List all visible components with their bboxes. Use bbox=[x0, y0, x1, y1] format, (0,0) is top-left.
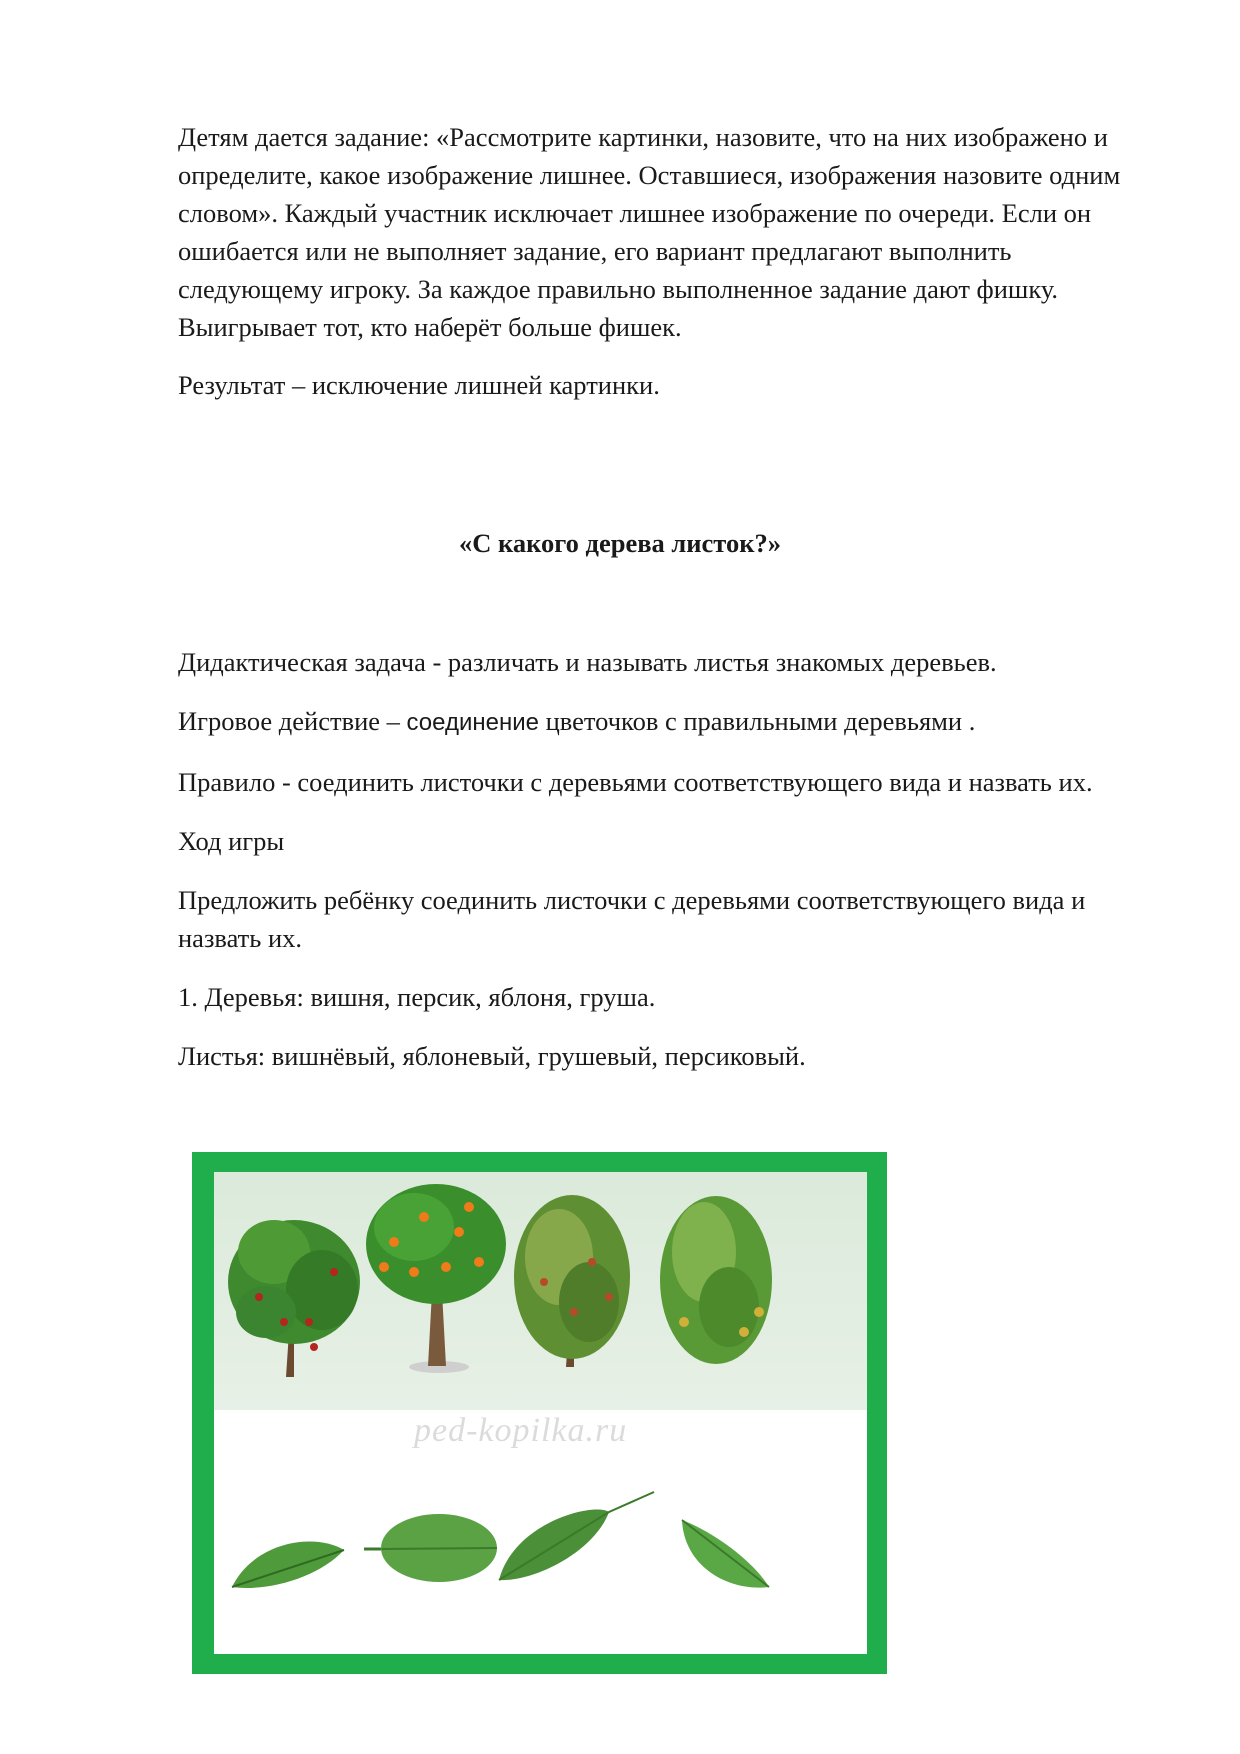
task-paragraph: Детям дается задание: «Рассмотрите картинки, назовите, что на них изображено и определите, какое изображение лишнее. Оставшиеся, изображения назовите одним словом». Каждый участник исключает лишнее изображение по очереди. Если он ошибается или не выполняет задание, его вариант предлагают выполнить следующему игроку. За каждое правильно выполненное задание дают фишку. Выигрывает тот, кто наберёт больше фишек. bbox=[178, 122, 1121, 342]
trees-line: 1. Деревья: вишня, персик, яблоня, груша. bbox=[178, 982, 656, 1012]
leaf-1-icon bbox=[232, 1542, 344, 1588]
course-heading: Ход игры bbox=[178, 826, 285, 856]
rule: Правило - соединить листочки с деревьями соответствующего вида и назвать их. bbox=[178, 767, 1093, 797]
watermark: ped-kopilka.ru bbox=[414, 1412, 628, 1449]
cherry-tree-icon bbox=[228, 1220, 360, 1377]
game-title: «С какого дерева листок?» bbox=[459, 528, 781, 558]
leaf-2-icon bbox=[364, 1514, 497, 1582]
intro-block bbox=[178, 118, 1153, 404]
instruction: Предложить ребёнку соединить листочки с деревьями соответствующего вида и назвать их. bbox=[178, 885, 1086, 953]
leaf-3-icon bbox=[499, 1492, 654, 1580]
result-line: Результат – исключение лишней картинки. bbox=[178, 370, 660, 400]
game-action-word: соединение bbox=[406, 709, 539, 736]
leaf-4-icon bbox=[682, 1520, 769, 1588]
peach-tree-icon bbox=[366, 1184, 506, 1373]
game-picture bbox=[214, 1172, 867, 1654]
didactic-task: Дидактическая задача - различать и называть листья знакомых деревьев. bbox=[178, 647, 997, 677]
apple-tree-icon bbox=[514, 1195, 630, 1367]
game-action-suffix: цветочков с правильными деревьями . bbox=[539, 706, 976, 736]
game-action-prefix: Игровое действие – bbox=[178, 706, 407, 736]
leaves-line: Листья: вишнёвый, яблоневый, грушевый, персиковый. bbox=[178, 1041, 806, 1071]
game-action bbox=[178, 702, 1153, 742]
game-description bbox=[178, 643, 1153, 1075]
game-picture-frame bbox=[192, 1152, 887, 1674]
pear-tree-icon bbox=[660, 1196, 772, 1364]
